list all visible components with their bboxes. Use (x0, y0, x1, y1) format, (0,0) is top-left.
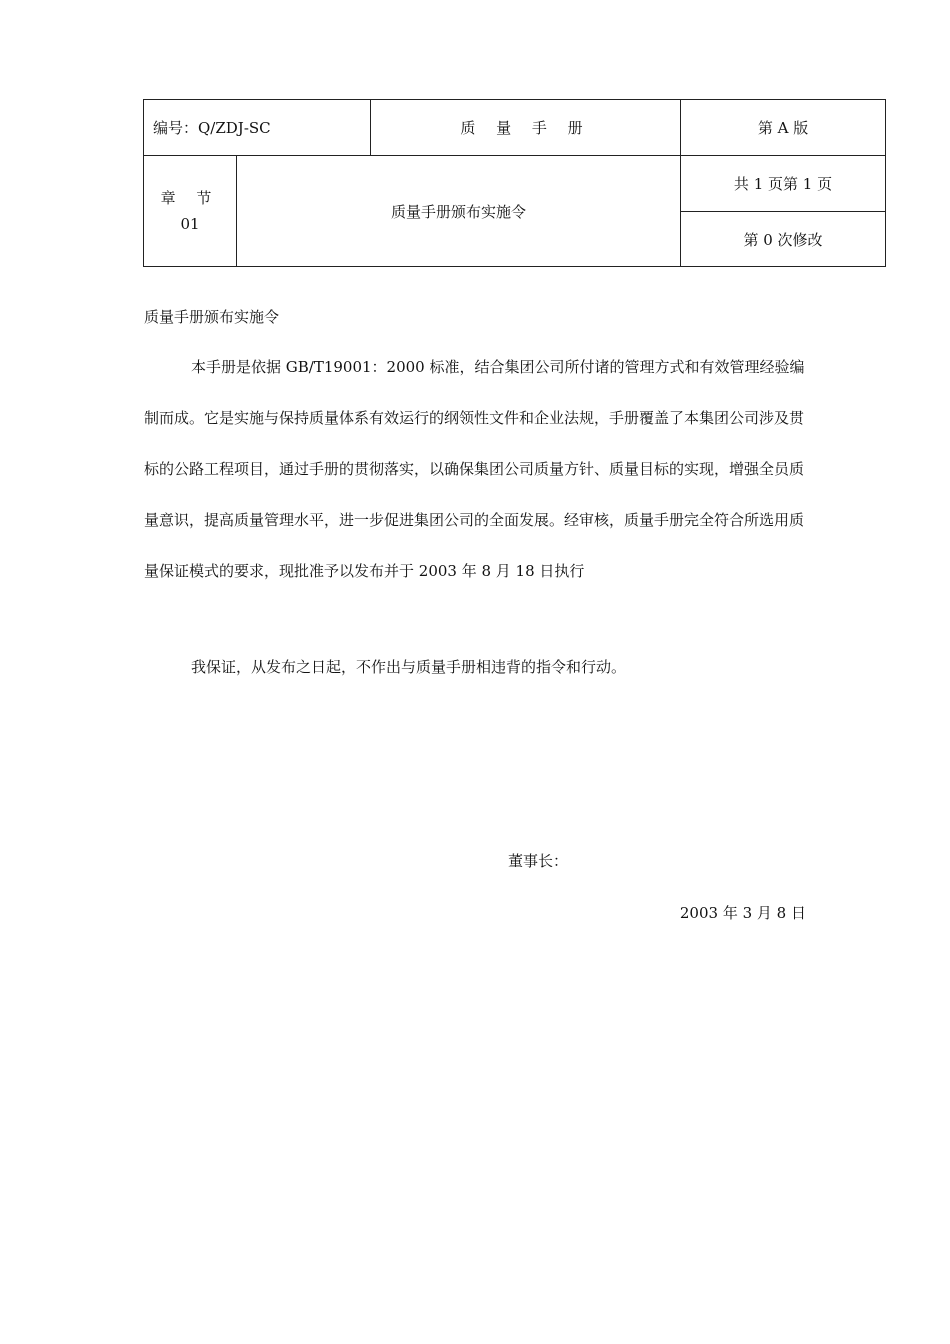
document-header-table (143, 99, 886, 267)
chapter-cell (144, 156, 237, 267)
body-paragraph-1: 本手册是依据 GB/T19001：2000 标准，结合集团公司所付诸的管理方式和有效管理经验编制而成。它是实施与保持质量体系有效运行的纲领性文件和企业法规，手册覆盖了本集团公司涉及贯标的公路工程项目，通过手册的贯彻落实，以确保集团公司质量方针、质量目标的实现，增强全员质量意识，提高质量管理水平，进一步促进集团公司的全面发展。经审核，质量手册完全符合所选用质量保证模式的要求，现批准予以发布并于 2003 年 8 月 18 日执行 (144, 358, 805, 580)
page-info: 共 1 页第 1 页 (681, 156, 886, 212)
chapter-label: 章 节 (160, 189, 220, 207)
body-paragraph-2: 我保证，从发布之日起，不作出与质量手册相违背的指令和行动。 (191, 658, 627, 676)
issue-date: 2003 年 3 月 8 日 (679, 904, 806, 922)
section-title: 质量手册颁布实施令 (237, 156, 681, 267)
document-heading: 质量手册颁布实施令 (144, 308, 280, 326)
document-code: 编号：Q/ZDJ-SC (144, 100, 371, 156)
signer-label: 董事长： (508, 852, 569, 870)
manual-title: 质 量 手 册 (371, 100, 681, 156)
revision-label: 第 0 次修改 (681, 212, 886, 267)
chapter-number: 01 (180, 215, 200, 233)
edition-label: 第 A 版 (681, 100, 886, 156)
